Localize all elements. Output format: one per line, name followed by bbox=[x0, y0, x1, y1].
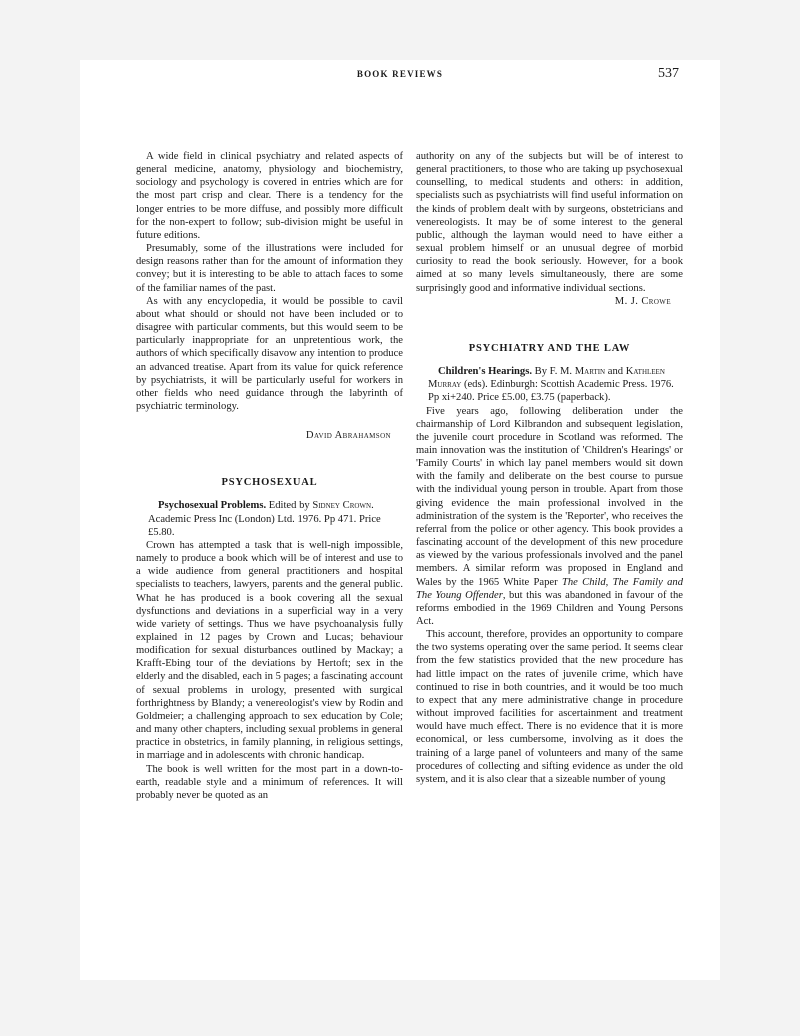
book-title: Children's Hearings. bbox=[438, 366, 532, 378]
section-title: PSYCHOSEXUAL bbox=[221, 477, 318, 489]
paragraph: As with any encyclopedia, it would be possible to cavil about what should or should not have been included or to disagree with particular comments, but this would seem to be particularly inappropriate for an unpretentious work, the authors of which specifically disavow any intention to produce an advanced treatise. Apart from its value for quick reference by psychiatrists, it will be particularly useful for workers in other fields who need guidance through the labyrinth of psychiatric terminology. bbox=[136, 295, 403, 412]
reviewer-signature: David Abrahamson bbox=[305, 430, 391, 442]
paragraph-text: , but this was abandoned in favour of the reforms embodied in the 1969 Children and Young Persons Act. bbox=[416, 589, 683, 627]
paragraph-text: Five years ago, following deliberation under the chairmanship of Lord Kilbrandon and subsequent legislation, the juvenile court procedure in Scotland was reformed. The main innovation was the institution of 'Children's Hearings' or 'Family Courts' in which lay panel members would sit down with the family and deliberate on the best course to pursue with the individual young person in trouble. Apart from those giving evidence the main professional involved in the administration of the system is the 'Reporter', who receives the referral from the police or other agency. This book provides a fascinating account of the development of this new procedure as viewed by the various professionals involved and the panel members. A similar reform was proposed in England and Wales by the 1965 White Paper bbox=[416, 405, 683, 588]
running-title: BOOK REVIEWS bbox=[356, 69, 444, 79]
book-by: By bbox=[534, 366, 548, 378]
page-number: 537 bbox=[658, 66, 679, 81]
book-and: and bbox=[607, 366, 624, 378]
right-column bbox=[416, 150, 683, 786]
section-title: PSYCHIATRY AND THE LAW bbox=[468, 342, 631, 354]
paragraph: The book is well written for the most part in a down-to-earth, readable style and a minimum of references. It will probably never be quoted as an bbox=[136, 763, 403, 801]
book-reference bbox=[416, 365, 683, 404]
reviewer-signature: M. J. Crowe bbox=[614, 295, 671, 307]
book-details: Academic Press Inc (London) Ltd. 1976. Pp 471. Price £5.80. bbox=[148, 513, 381, 538]
book-reference bbox=[136, 499, 403, 538]
paragraph: This account, therefore, provides an opportunity to compare the two systems operating over the same period. It seems clear from the few statistics provided that the new procedure has had little impact on the rates of juvenile crime, which have continued to rise in both countries, and it would be too much to expect that any mere administrative change in procedure without improved facilities for ascertainment and treatment would have much effect. There is no evidence that it is more economical, or less cumbersome, involving as it does the training of a large panel of volunteers and many of the same procedures of collecting and sifting evidence as under the old system, and it is also clear that a sizeable number of young bbox=[416, 629, 683, 785]
running-head bbox=[0, 66, 800, 87]
book-details: (eds). Edinburgh: Scottish Academic Press. 1976. Pp xi+240. Price £5.00, £3.75 (paperback). bbox=[428, 379, 674, 404]
book-editor: Sidney Crown. bbox=[312, 500, 374, 512]
paragraph: A wide field in clinical psychiatry and related aspects of general medicine, anatomy, physiology and biochemistry, sociology and psychology is covered in entries which are for the most part crisp and clear. There is a tendency for the longer entries to be more diffuse, and possibly more difficult for the non-expert to follow; sub-division might be useful in future editions. bbox=[136, 151, 403, 241]
left-column bbox=[136, 150, 403, 802]
book-title: Psychosexual Problems. bbox=[158, 500, 267, 512]
cited-title: The Child, The Family and The Young Offender bbox=[416, 576, 683, 601]
paragraph: Presumably, some of the illustrations were included for design reasons rather than for the amount of information they convey; but it is interesting to be able to attach faces to some of the familiar names of the past. bbox=[136, 243, 403, 294]
book-author: Kathleen Murray bbox=[428, 366, 665, 391]
book-edited-by: Edited by bbox=[268, 500, 310, 512]
paragraph bbox=[416, 405, 683, 629]
book-author: F. M. Martin bbox=[549, 366, 606, 378]
paragraph: Crown has attempted a task that is well-nigh impossible, namely to produce a book which will be of interest and use to a wide audience from general practitioners and hospital specialists to teachers, lawyers, parents and the general public. What he has produced is a book covering all the sexual dysfunctions and deviations in a superficial way in a very wide variety of settings. Thus we have psychoanalysis fully explained in 12 pages by Crown and Lucas; behaviour modification for sexual disturbances outlined by Mackay; a Krafft-Ebing tour of the deviations by Hertoft; sex in the elderly and the disabled, each in 5 pages; a fascinating account of sexual problems in urology, presented with surgical forthrightness by Blandy; a venereologist's view by Rodin and Goldmeier; a challenging approach to sex education by Cole; and many other chapters, including sexual problems in general practice in obstetrics, in family planning, in religious settings, in marriage and in adolescents with chronic handicap. bbox=[136, 539, 403, 762]
paragraph: authority on any of the subjects but will be of interest to general practitioners, to those who are taking up psychosexual counselling, to medical students and others: in addition, specialists such as psychiatrists will find useful information on the kinds of problem dealt with by surgeons, obstetricians and venereologists. It may be of some interest to the general public, although the layman would need to have either a sexual problem himself or an unusual degree of morbid curiosity to read the book seriously. However, for a book aimed at so many levels simultaneously, there are some surprisingly good and informative individual sections. bbox=[416, 151, 683, 294]
